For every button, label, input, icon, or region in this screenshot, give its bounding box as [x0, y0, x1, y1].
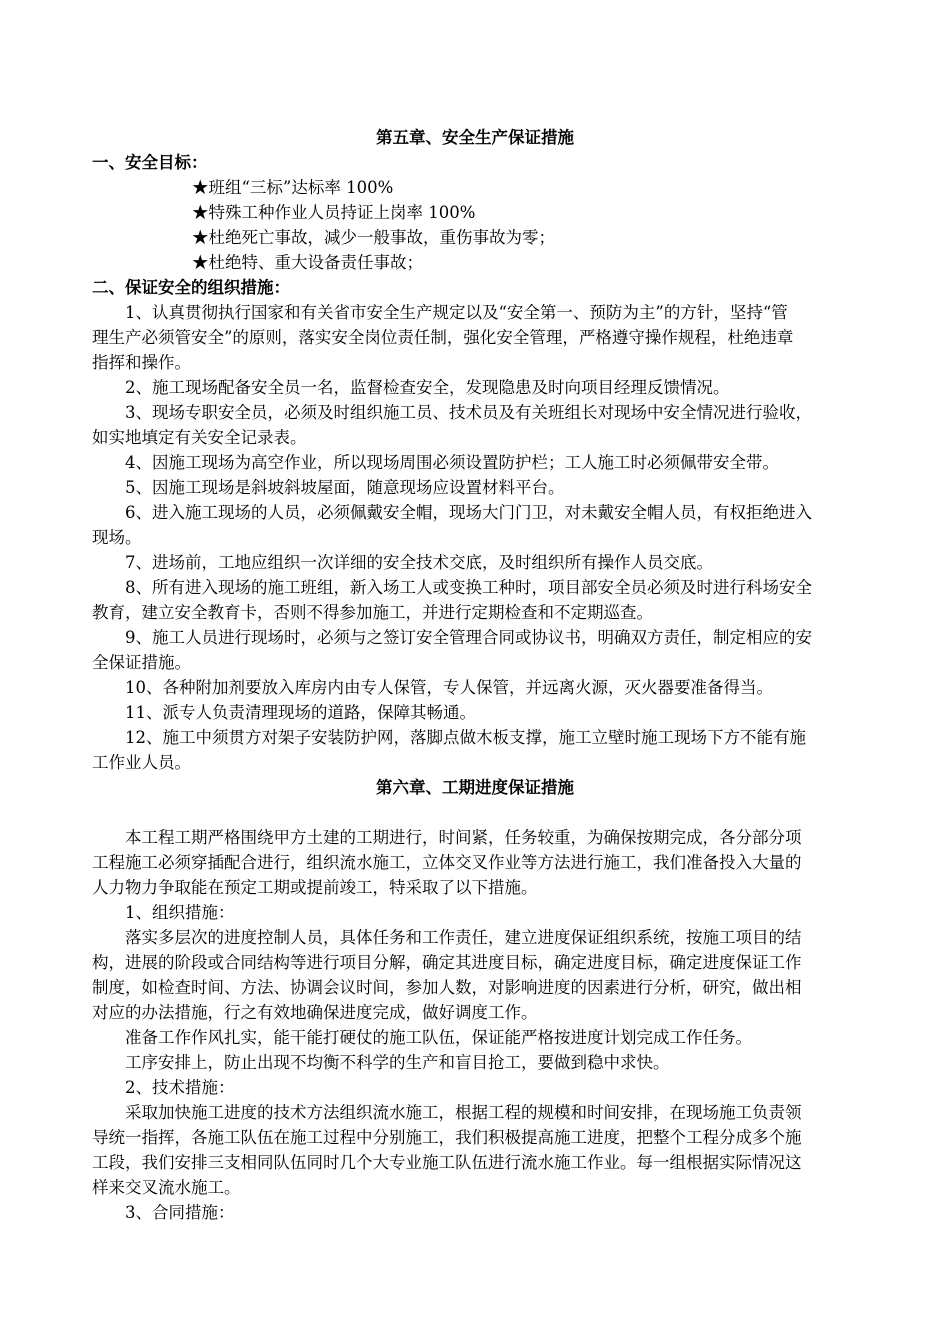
text-line: 3、合同措施： [125, 1203, 235, 1222]
text-line: 构，进展的阶段或合同结构等进行项目分解，确定其进度目标，确定进度目标，确定进度保证工作 [92, 953, 802, 972]
section-1-heading: 一、安全目标： [92, 153, 208, 172]
text-line: 4、因施工现场为高空作业，所以现场周围必须设置防护栏；工人施工时必须佩带安全带。 [125, 453, 779, 472]
goal-item: ★特殊工种作业人员持证上岗率 100% [192, 203, 476, 222]
text-line: 2、施工现场配备安全员一名，监督检查安全，发现隐患及时向项目经理反馈情况。 [125, 378, 730, 397]
text-line: 5、因施工现场是斜坡斜坡屋面，随意现场应设置材料平台。 [125, 478, 565, 497]
text-line: 采取加快施工进度的技术方法组织流水施工，根据工程的规模和时间安排，在现场施工负责领 [125, 1103, 802, 1122]
goal-item: ★班组“三标”达标率 100% [192, 178, 394, 197]
goal-item: ★杜绝死亡事故，减少一般事故，重伤事故为零； [192, 228, 555, 247]
text-line: 指挥和操作。 [92, 353, 191, 372]
chapter-6-title: 第六章、工期进度保证措施 [376, 778, 574, 797]
text-line: 教育，建立安全教育卡，否则不得参加施工，并进行定期检查和不定期巡查。 [92, 603, 653, 622]
text-line: 1、认真贯彻执行国家和有关省市安全生产规定以及“安全第一、预防为主”的方针，坚持“管 [125, 303, 788, 322]
text-line: 制度，如检查时间、方法、协调会议时间，参加人数，对影响进度的因素进行分析，研究，做出相 [92, 978, 802, 997]
text-line: 1、组织措施： [125, 903, 235, 922]
text-line: 工程施工必须穿插配合进行，组织流水施工，立体交叉作业等方法进行施工，我们准备投入大量的 [92, 853, 802, 872]
text-line: 对应的办法措施，行之有效地确保进度完成，做好调度工作。 [92, 1003, 538, 1022]
text-line: 本工程工期严格围绕甲方土建的工期进行，时间紧，任务较重，为确保按期完成，各分部分项 [125, 828, 802, 847]
text-line: 2、技术措施： [125, 1078, 235, 1097]
text-line: 8、所有进入现场的施工班组，新入场工人或变换工种时，项目部安全员必须及时进行科场安全 [125, 578, 812, 597]
text-line: 3、现场专职安全员，必须及时组织施工员、技术员及有关班组长对现场中安全情况进行验收， [125, 403, 812, 422]
text-line: 人力物力争取能在预定工期或提前竣工，特采取了以下措施。 [92, 878, 538, 897]
text-line: 11、派专人负责清理现场的道路，保障其畅通。 [125, 703, 476, 722]
text-line: 导统一指挥，各施工队伍在施工过程中分别施工，我们积极提高施工进度，把整个工程分成多个施 [92, 1128, 802, 1147]
text-line: 样来交叉流水施工。 [92, 1178, 241, 1197]
text-line: 全保证措施。 [92, 653, 191, 672]
text-line: 9、施工人员进行现场时，必须与之签订安全管理合同或协议书，明确双方责任，制定相应的安 [125, 628, 812, 647]
text-line: 工序安排上，防止出现不均衡不科学的生产和盲目抢工，要做到稳中求快。 [125, 1053, 670, 1072]
text-line: 准备工作作风扎实，能干能打硬仗的施工队伍，保证能严格按进度计划完成工作任务。 [125, 1028, 752, 1047]
text-line: 7、进场前，工地应组织一次详细的安全技术交底，及时组织所有操作人员交底。 [125, 553, 713, 572]
text-line: 落实多层次的进度控制人员，具体任务和工作责任，建立进度保证组织系统，按施工项目的结 [125, 928, 802, 947]
goal-item: ★杜绝特、重大设备责任事故； [192, 253, 423, 272]
text-line: 10、各种附加剂要放入库房内由专人保管，专人保管，并远离火源，灭火器要准备得当。 [125, 678, 773, 697]
text-line: 现场。 [92, 528, 142, 547]
section-2-heading: 二、保证安全的组织措施： [92, 278, 290, 297]
text-line: 6、进入施工现场的人员，必须佩戴安全帽，现场大门门卫，对未戴安全帽人员，有权拒绝进入 [125, 503, 812, 522]
text-line: 工段，我们安排三支相同队伍同时几个大专业施工队伍进行流水施工作业。每一组根据实际情况这 [92, 1153, 802, 1172]
text-line: 工作业人员。 [92, 753, 191, 772]
text-line: 理生产必须管安全”的原则，落实安全岗位责任制，强化安全管理，严格遵守操作规程，杜绝违章 [92, 328, 794, 347]
chapter-5-title: 第五章、安全生产保证措施 [376, 128, 574, 147]
text-line: 12、施工中须贯方对架子安装防护网，落脚点做木板支撑，施工立壁时施工现场下方不能有施 [125, 728, 806, 747]
text-line: 如实地填定有关安全记录表。 [92, 428, 307, 447]
